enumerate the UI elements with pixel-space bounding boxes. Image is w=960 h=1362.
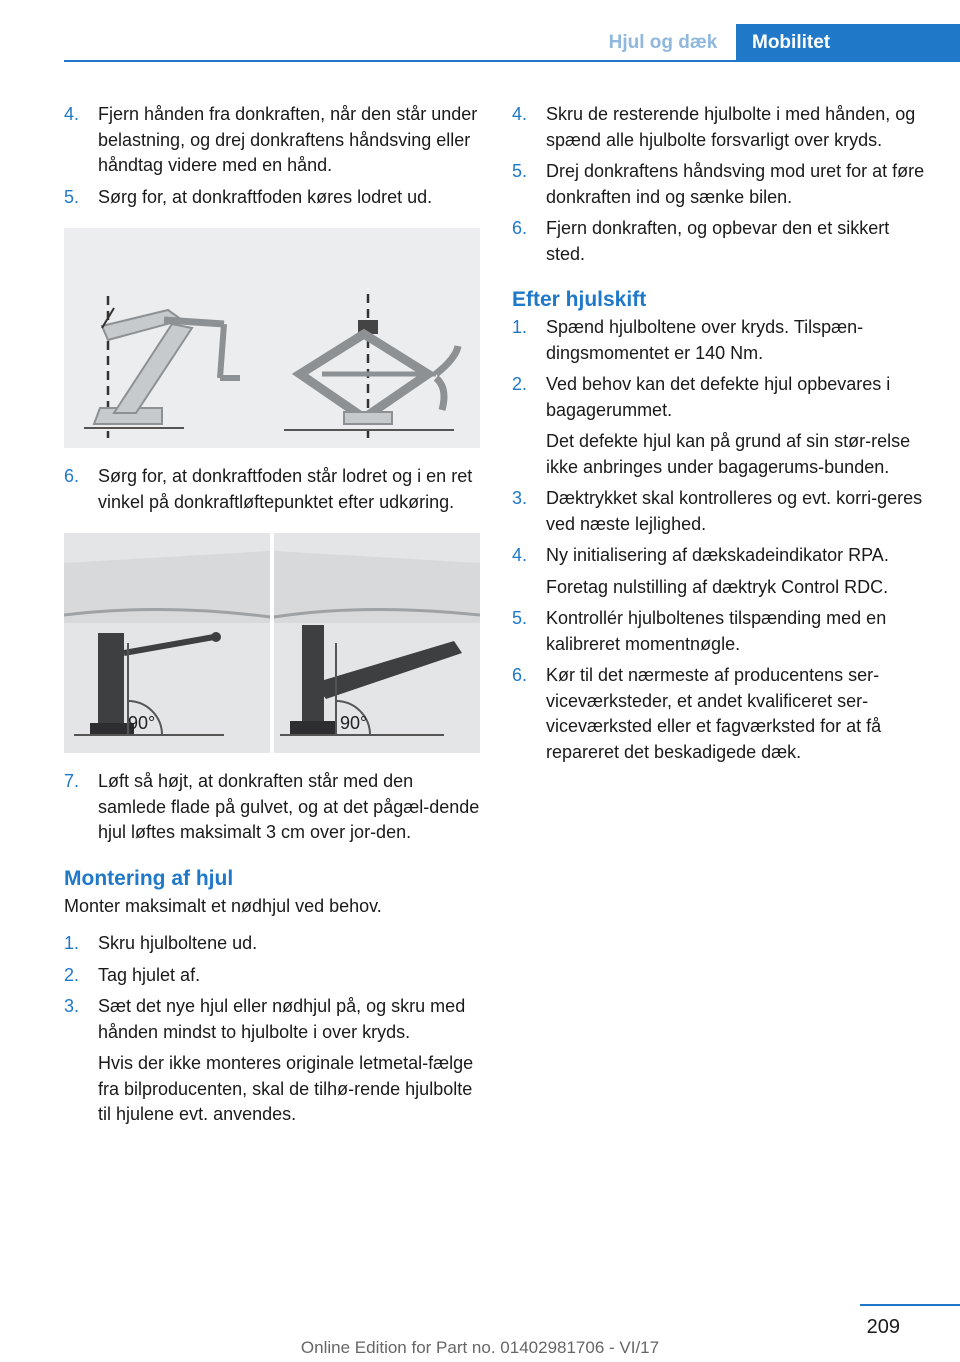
list-item <box>512 102 932 153</box>
jack-arm <box>114 324 192 413</box>
step-text: Skru hjulboltene ud. <box>98 933 258 953</box>
step-text: Kør til det nærmeste af producentens ser-viceværksteder, et andet kvalificeret ser-viceværksted eller et fagværksted for at få repareret det beskadigede dæk. <box>546 665 882 762</box>
list-item <box>512 216 932 267</box>
step-number: 3. <box>512 488 528 508</box>
list-item <box>512 606 932 657</box>
step-number: 1. <box>512 317 528 337</box>
jack-angle-figure <box>64 533 480 753</box>
step-number: 3. <box>64 996 80 1016</box>
step-text: Kontrollér hjulboltenes tilspænding med en kalibreret momentnøgle. <box>546 608 887 654</box>
step-number: 2. <box>64 964 80 985</box>
list-item <box>64 994 480 1045</box>
header-chapter-tab[interactable]: Mobilitet <box>736 24 960 62</box>
step-text: Tag hjulet af. <box>98 964 201 985</box>
right-column <box>512 102 932 771</box>
step-number: 4. <box>64 104 80 124</box>
step-number: 5. <box>512 608 528 628</box>
step-text: Spænd hjulboltene over kryds. Tilspæn-dingsmomentet er 140 Nm. <box>546 317 864 363</box>
list-item <box>64 185 480 211</box>
list-item <box>512 663 932 765</box>
list-item <box>512 159 932 210</box>
step-text: Fjern hånden fra donkraften, når den står under belastning, og drej donkraftens håndsving eller håndtag videre med en hånd. <box>98 104 478 175</box>
step-number: 7. <box>64 771 80 791</box>
footer-rule <box>860 1304 960 1306</box>
page-number: 209 <box>866 1316 900 1338</box>
angle-label: 90° <box>340 713 368 733</box>
step-number: 6. <box>512 665 528 685</box>
jack-extension-figure <box>64 228 480 448</box>
step-number: 5. <box>512 161 528 181</box>
step-number: 4. <box>512 104 528 124</box>
list-item <box>512 486 932 537</box>
list-item <box>64 931 480 957</box>
step-number: 6. <box>64 466 80 486</box>
mount-intro: Monter maksimalt et nødhjul ved behov. <box>64 895 382 916</box>
step-note: Hvis der ikke monteres originale letmetal-fælge fra bilproducenten, skal de tilhø-rende hjulbolte til hjulene evt. anvendes. <box>98 1053 474 1124</box>
list-item <box>64 769 480 846</box>
step-text: Sørg for, at donkraftfoden køres lodret ud. <box>98 186 433 207</box>
list-item <box>512 372 932 423</box>
jack-crank <box>164 320 224 324</box>
angle-label: 90° <box>128 713 156 733</box>
jack-angle-illustration <box>64 533 480 753</box>
jack-body <box>98 633 124 733</box>
header-rule <box>64 60 960 62</box>
step-text: Skru de resterende hjulbolte i med hånden, og spænd alle hjulbolte forsvarligt over kryds. <box>546 104 916 150</box>
list-item <box>512 543 932 569</box>
step-number: 5. <box>64 186 80 207</box>
step-text: Sørg for, at donkraftfoden står lodret og i en ret vinkel på donkraftløftepunktet efter udkøring. <box>98 466 473 512</box>
step-number: 1. <box>64 933 80 953</box>
step-text: Sæt det nye hjul eller nødhjul på, og skru med hånden mindst to hjulbolte i over kryds. <box>98 996 466 1042</box>
list-item <box>64 464 480 515</box>
step-note: Foretag nulstilling af dæktryk Control RDC. <box>546 576 889 597</box>
step-text: Dæktrykket skal kontrolleres og evt. korri-geres ved næste lejlighed. <box>546 488 923 534</box>
step-text: Ved behov kan det defekte hjul opbevares i bagagerummet. <box>546 374 891 420</box>
step-note: Det defekte hjul kan på grund af sin stør-relse ikke anbringes under bagagerums-bunden. <box>546 431 911 477</box>
step-number: 2. <box>512 374 528 394</box>
list-item <box>64 102 480 179</box>
list-item <box>64 963 480 989</box>
footer-edition-text: Online Edition for Part no. 01402981706 - VI/17 <box>300 1338 660 1357</box>
step-text: Fjern donkraften, og opbevar den et sikkert sted. <box>546 218 890 264</box>
left-column <box>64 102 480 1134</box>
header-section-tab[interactable]: Hjul og dæk <box>608 32 718 53</box>
step-text: Ny initialisering af dækskadeindikator RPA. <box>546 545 889 565</box>
section-heading-after: Efter hjulskift <box>512 288 647 311</box>
list-item <box>512 315 932 366</box>
step-number: 4. <box>512 545 528 565</box>
jack-extension-illustration <box>64 228 480 448</box>
step-number: 6. <box>512 218 528 238</box>
step-text: Drej donkraftens håndsving mod uret for at føre donkraften ind og sænke bilen. <box>546 161 925 207</box>
step-text: Løft så højt, at donkraften står med den samlede flade på gulvet, og at det pågæl-dende hjul løftes maksimalt 3 cm over jor-den. <box>98 771 480 842</box>
section-heading-mount: Montering af hjul <box>64 866 234 890</box>
